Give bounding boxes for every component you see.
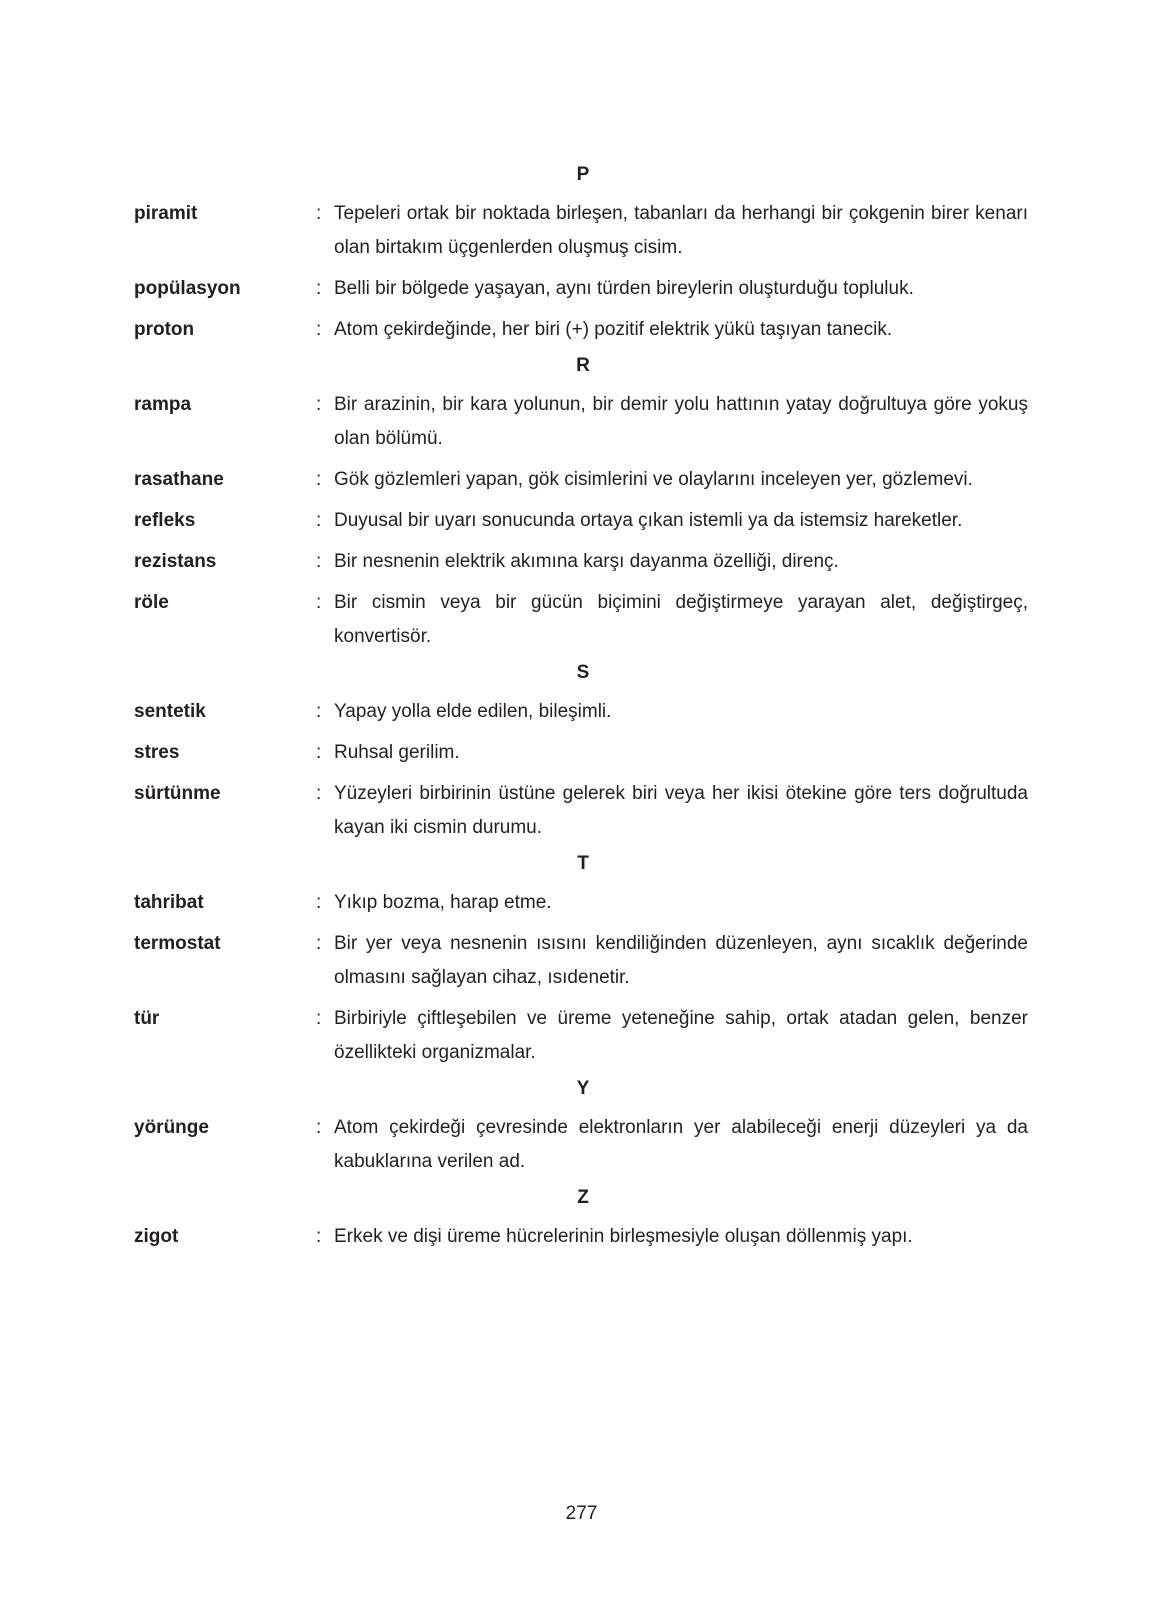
- colon-separator: :: [316, 469, 322, 490]
- colon-separator: :: [316, 203, 322, 224]
- term: rasathane: [134, 469, 224, 490]
- definition: Bir yer veya nesnenin ısısını kendiliğinden düzenleyen, aynı sıcaklık değerinde olmasını sağlayan cihaz, ısıdenetir.: [334, 933, 1028, 988]
- section-y: [134, 1077, 1028, 1179]
- glossary-entry: [134, 1111, 1028, 1179]
- glossary: [134, 163, 1028, 1261]
- section-letter: Z: [577, 1187, 589, 1208]
- colon-separator: :: [316, 892, 322, 913]
- colon-separator: :: [316, 933, 322, 954]
- term: sentetik: [134, 701, 206, 722]
- definition: Gök gözlemleri yapan, gök cisimlerini ve olaylarını inceleyen yer, gözlemevi.: [334, 469, 973, 490]
- colon-separator: :: [316, 1117, 322, 1138]
- section-r: [134, 354, 1028, 654]
- section-letter: S: [576, 662, 590, 683]
- page-number: 277: [565, 1503, 598, 1524]
- term: termostat: [134, 933, 221, 954]
- definition: Birbiriyle çiftleşebilen ve üreme yeteneğine sahip, ortak atadan gelen, benzer özellikteki organizmalar.: [334, 1008, 1028, 1063]
- section-letter: R: [576, 355, 590, 376]
- section-p: [134, 163, 1028, 347]
- colon-separator: :: [316, 278, 322, 299]
- term: sürtünme: [134, 783, 221, 804]
- section-letter: Y: [576, 1078, 590, 1099]
- colon-separator: :: [316, 510, 322, 531]
- term: refleks: [134, 510, 196, 531]
- term: popülasyon: [134, 278, 241, 299]
- colon-separator: :: [316, 1226, 322, 1247]
- glossary-entry: [134, 272, 1028, 306]
- glossary-entry: [134, 463, 1028, 497]
- definition: Yüzeyleri birbirinin üstüne gelerek biri veya her ikisi ötekine göre ters doğrultuda kayan iki cismin durumu.: [334, 783, 1028, 838]
- term: yörünge: [134, 1117, 209, 1138]
- colon-separator: :: [316, 742, 322, 763]
- term: tür: [134, 1008, 160, 1029]
- colon-separator: :: [316, 783, 322, 804]
- term: proton: [134, 319, 195, 340]
- definition: Yıkıp bozma, harap etme.: [334, 892, 552, 913]
- definition: Belli bir bölgede yaşayan, aynı türden bireylerin oluşturduğu topluluk.: [334, 278, 914, 299]
- definition: Bir cismin veya bir gücün biçimini değiştirmeye yarayan alet, değiştirgeç, konvertisör.: [334, 592, 1028, 647]
- colon-separator: :: [316, 592, 322, 613]
- glossary-entry: [134, 1002, 1028, 1070]
- glossary-entry: [134, 1220, 1028, 1254]
- glossary-entry: [134, 886, 1028, 920]
- glossary-entry: [134, 736, 1028, 770]
- glossary-entry: [134, 586, 1028, 654]
- section-t: [134, 852, 1028, 1070]
- glossary-entry: [134, 313, 1028, 347]
- glossary-entry: [134, 197, 1028, 265]
- definition: Yapay yolla elde edilen, bileşimli.: [334, 701, 612, 722]
- colon-separator: :: [316, 551, 322, 572]
- definition: Bir nesnenin elektrik akımına karşı dayanma özelliği, direnç.: [334, 551, 839, 572]
- glossary-entry: [134, 695, 1028, 729]
- colon-separator: :: [316, 701, 322, 722]
- definition: Erkek ve dişi üreme hücrelerinin birleşmesiyle oluşan döllenmiş yapı.: [334, 1226, 913, 1247]
- section-z: [134, 1186, 1028, 1254]
- glossary-entry: [134, 545, 1028, 579]
- term: zigot: [134, 1226, 179, 1247]
- glossary-entry: [134, 388, 1028, 456]
- term: stres: [134, 742, 180, 763]
- definition: Atom çekirdeği çevresinde elektronların yer alabileceği enerji düzeyleri ya da kabuklarına verilen ad.: [334, 1117, 1028, 1172]
- section-letter: P: [576, 164, 590, 185]
- definition: Tepeleri ortak bir noktada birleşen, tabanları da herhangi bir çokgenin birer kenarı olan birtakım üçgenlerden oluşmuş cisim.: [334, 203, 1028, 258]
- section-s: [134, 661, 1028, 845]
- term: rampa: [134, 394, 192, 415]
- term: röle: [134, 592, 169, 613]
- colon-separator: :: [316, 394, 322, 415]
- section-letter: T: [577, 853, 589, 874]
- term: rezistans: [134, 551, 217, 572]
- colon-separator: :: [316, 1008, 322, 1029]
- definition: Ruhsal gerilim.: [334, 742, 460, 763]
- glossary-entry: [134, 777, 1028, 845]
- glossary-entry: [134, 504, 1028, 538]
- definition: Duyusal bir uyarı sonucunda ortaya çıkan istemli ya da istemsiz hareketler.: [334, 510, 963, 531]
- colon-separator: :: [316, 319, 322, 340]
- term: tahribat: [134, 892, 204, 913]
- term: piramit: [134, 203, 198, 224]
- definition: Bir arazinin, bir kara yolunun, bir demir yolu hattının yatay doğrultuya göre yokuş olan bölümü.: [334, 394, 1028, 449]
- definition: Atom çekirdeğinde, her biri (+) pozitif elektrik yükü taşıyan tanecik.: [334, 319, 893, 340]
- glossary-entry: [134, 927, 1028, 995]
